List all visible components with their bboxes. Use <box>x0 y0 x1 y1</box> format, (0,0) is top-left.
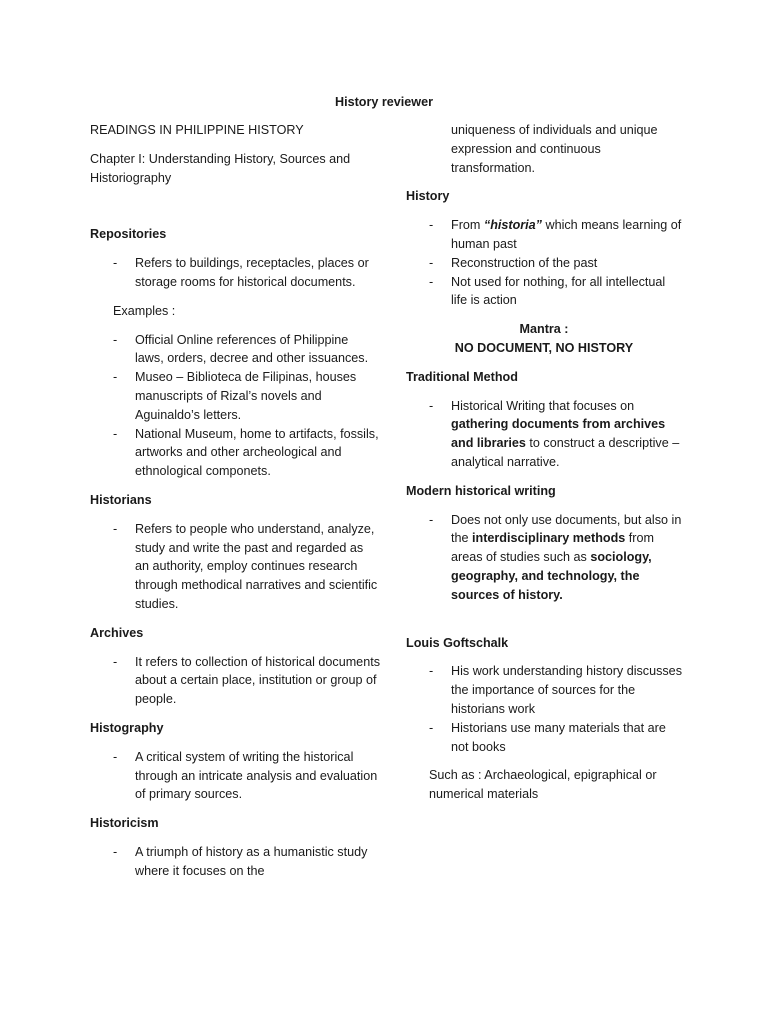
list-item <box>406 719 682 757</box>
histography-list <box>90 748 380 804</box>
list-item <box>406 273 682 311</box>
gottschalk-list <box>406 662 682 756</box>
list-item <box>90 748 380 804</box>
list-item-text: Reconstruction of the past <box>451 255 598 270</box>
mantra-block <box>406 320 682 358</box>
historicism-list <box>90 843 380 881</box>
dash-bullet-icon: - <box>429 512 434 527</box>
spacer <box>90 197 380 225</box>
dash-bullet-icon: - <box>113 654 118 669</box>
modern-text-pre: Does not only use documents, but also in the <box>451 512 682 546</box>
history-text-pre: From <box>451 218 484 233</box>
list-item <box>90 254 380 292</box>
heading-historicism: Historicism <box>90 816 159 831</box>
repositories-list <box>90 254 380 292</box>
history-list <box>406 216 682 310</box>
dash-bullet-icon: - <box>429 720 434 735</box>
modern-text-bold-1: interdisciplinary methods <box>472 531 626 546</box>
list-item-text: Historians use many materials that are not books <box>451 720 666 754</box>
list-item-text: Museo – Biblioteca de Filipinas, houses manuscripts of Rizal’s novels and Aguinaldo’s letters. <box>135 370 357 422</box>
dash-bullet-icon: - <box>429 255 434 270</box>
list-item-text: A critical system of writing the historical through an intricate analysis and evaluation of primary sources. <box>135 749 378 802</box>
list-item-text: Not used for nothing, for all intellectual life is action <box>451 274 666 308</box>
mantra-text: NO DOCUMENT, NO HISTORY <box>454 340 634 355</box>
list-item <box>90 368 380 424</box>
modern-text-mid: from areas of studies such as <box>451 531 654 565</box>
dash-bullet-icon: - <box>113 370 118 385</box>
heading-history: History <box>406 189 450 204</box>
traditional-text-pre: Historical Writing that focuses on <box>451 398 635 413</box>
examples-list <box>90 331 380 481</box>
chapter-title: Chapter I: Understanding History, Sources and Historiography <box>90 151 351 185</box>
dash-bullet-icon: - <box>429 274 434 289</box>
list-item <box>90 425 380 481</box>
heading-historians: Historians <box>90 492 152 507</box>
list-item <box>90 520 380 614</box>
list-item-text: National Museum, home to artifacts, fossils, artworks and other archeological and ethnological componets. <box>135 426 379 479</box>
historicism-continued: uniqueness of individuals and unique expression and continuous transformation. <box>451 123 658 175</box>
list-item <box>406 254 682 273</box>
mantra-label: Mantra : <box>519 322 569 337</box>
heading-histography: Histography <box>90 720 164 735</box>
list-item-text: Official Online references of Philippine laws, orders, decree and other issuances. <box>135 332 369 366</box>
list-item-text: It refers to collection of historical documents about a certain place, institution or group of people. <box>135 654 380 707</box>
traditional-text-bold: gathering documents from archives and libraries <box>451 417 666 451</box>
list-item <box>406 511 682 605</box>
list-item <box>90 653 380 709</box>
heading-archives: Archives <box>90 625 144 640</box>
list-item <box>90 331 380 369</box>
list-item <box>406 662 682 718</box>
heading-traditional-method: Traditional Method <box>406 369 518 384</box>
modern-list <box>406 511 682 605</box>
examples-label: Examples : <box>113 303 176 318</box>
dash-bullet-icon: - <box>113 256 118 271</box>
dash-bullet-icon: - <box>429 398 434 413</box>
historia-term: “historia” <box>483 218 542 233</box>
modern-text-bold-2: sociology, geography, and technology, the sources of history. <box>451 550 652 602</box>
historians-list <box>90 520 380 614</box>
list-item-text: A triumph of history as a humanistic study where it focuses on the <box>135 844 368 878</box>
traditional-text-post: to construct a descriptive – analytical narrative. <box>451 436 680 469</box>
list-item <box>406 397 682 472</box>
dash-bullet-icon: - <box>113 749 118 764</box>
list-item <box>90 843 380 881</box>
history-text-post: which means learning of human past <box>451 218 682 251</box>
heading-modern-writing: Modern historical writing <box>406 483 556 498</box>
dash-bullet-icon: - <box>113 426 118 441</box>
dash-bullet-icon: - <box>429 218 434 233</box>
traditional-list <box>406 397 682 472</box>
list-item <box>406 216 682 254</box>
heading-repositories: Repositories <box>90 227 167 242</box>
such-as-text: Such as : Archaeological, epigraphical or numerical materials <box>429 768 657 802</box>
course-title: READINGS IN PHILIPPINE HISTORY <box>90 123 304 137</box>
document-title: History reviewer <box>334 95 433 109</box>
spacer <box>406 615 682 634</box>
dash-bullet-icon: - <box>113 332 118 347</box>
archives-list <box>90 653 380 709</box>
right-column <box>406 121 682 814</box>
list-item-text: Refers to people who understand, analyze, study and write the past and regarded as an authority, employ continues research through methodical narratives and scientific studies. <box>135 521 378 611</box>
dash-bullet-icon: - <box>113 844 118 859</box>
list-item-text: His work understanding history discusses the importance of sources for the historians work <box>451 664 682 716</box>
list-item-text: Refers to buildings, receptacles, places or storage rooms for historical documents. <box>135 256 369 289</box>
left-column <box>90 121 380 891</box>
dash-bullet-icon: - <box>429 664 434 679</box>
dash-bullet-icon: - <box>113 521 118 536</box>
heading-gottschalk: Louis Goftschalk <box>406 635 509 650</box>
